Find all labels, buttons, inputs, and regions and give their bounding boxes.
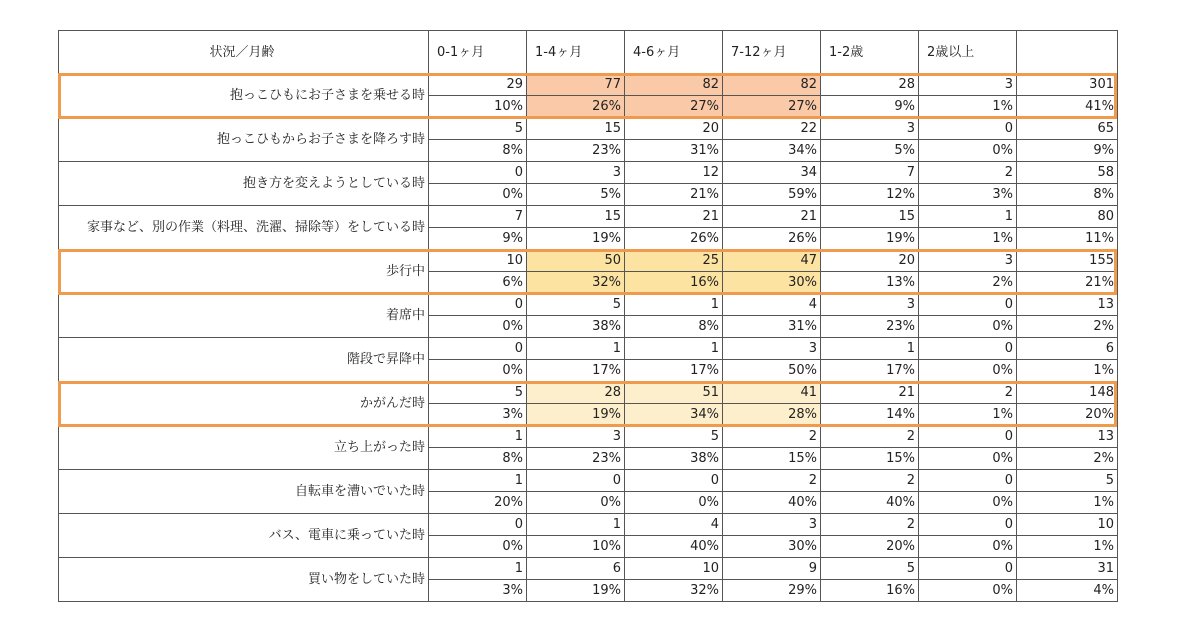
percent-cell: 50% bbox=[723, 360, 821, 382]
situation-label bbox=[59, 558, 429, 602]
percent-cell: 0% bbox=[919, 492, 1017, 514]
count-cell: 50 bbox=[527, 250, 625, 272]
situation-label-text: 歩行中 bbox=[385, 263, 425, 279]
percent-cell: 19% bbox=[527, 404, 625, 426]
count-cell: 0 bbox=[919, 558, 1017, 580]
count-cell: 29 bbox=[429, 74, 527, 96]
percent-cell: 8% bbox=[625, 316, 723, 338]
count-cell: 15 bbox=[821, 206, 919, 228]
count-cell: 2 bbox=[821, 426, 919, 448]
percent-cell: 23% bbox=[821, 316, 919, 338]
situation-label bbox=[59, 162, 429, 206]
situation-label-text: 階段で昇降中 bbox=[346, 351, 425, 367]
percent-cell: 0% bbox=[429, 536, 527, 558]
count-cell: 1 bbox=[625, 294, 723, 316]
count-cell: 41 bbox=[723, 382, 821, 404]
count-cell: 0 bbox=[919, 294, 1017, 316]
percent-cell: 28% bbox=[723, 404, 821, 426]
percent-cell: 8% bbox=[1017, 184, 1118, 206]
percent-cell: 23% bbox=[527, 448, 625, 470]
header-label: 状況／月齢 bbox=[59, 31, 429, 74]
percent-cell: 6% bbox=[429, 272, 527, 294]
percent-cell: 16% bbox=[821, 580, 919, 602]
percent-cell: 0% bbox=[919, 140, 1017, 162]
count-cell: 1 bbox=[429, 426, 527, 448]
percent-cell: 3% bbox=[429, 580, 527, 602]
count-cell: 0 bbox=[527, 470, 625, 492]
count-cell: 1 bbox=[527, 338, 625, 360]
percent-cell: 9% bbox=[429, 228, 527, 250]
situation-label-text: 抱き方を変えようとしている時 bbox=[242, 175, 425, 191]
percent-cell: 0% bbox=[625, 492, 723, 514]
count-cell: 0 bbox=[625, 470, 723, 492]
count-cell: 13 bbox=[1017, 426, 1118, 448]
count-cell: 0 bbox=[919, 514, 1017, 536]
count-cell: 82 bbox=[723, 74, 821, 96]
percent-cell: 26% bbox=[625, 228, 723, 250]
count-row bbox=[59, 382, 1118, 404]
count-cell: 7 bbox=[429, 206, 527, 228]
percent-cell: 41% bbox=[1017, 96, 1118, 118]
percent-cell: 32% bbox=[527, 272, 625, 294]
count-cell: 3 bbox=[919, 250, 1017, 272]
percent-cell: 20% bbox=[821, 536, 919, 558]
count-cell: 21 bbox=[723, 206, 821, 228]
situation-label-text: 立ち上がった時 bbox=[333, 439, 425, 455]
header-row bbox=[59, 31, 1118, 74]
situation-label-text: 自転車を漕いでいた時 bbox=[294, 483, 425, 499]
percent-cell: 21% bbox=[1017, 272, 1118, 294]
count-cell: 301 bbox=[1017, 74, 1118, 96]
count-cell: 47 bbox=[723, 250, 821, 272]
count-cell: 13 bbox=[1017, 294, 1118, 316]
percent-cell: 26% bbox=[723, 228, 821, 250]
percent-cell: 4% bbox=[1017, 580, 1118, 602]
count-cell: 0 bbox=[429, 514, 527, 536]
count-cell: 21 bbox=[821, 382, 919, 404]
count-cell: 77 bbox=[527, 74, 625, 96]
count-row bbox=[59, 338, 1118, 360]
situation-label bbox=[59, 74, 429, 118]
count-cell: 5 bbox=[429, 382, 527, 404]
percent-cell: 19% bbox=[527, 228, 625, 250]
count-cell: 3 bbox=[821, 118, 919, 140]
percent-cell: 29% bbox=[723, 580, 821, 602]
header-col: 1-4ヶ月 bbox=[527, 31, 625, 74]
count-row bbox=[59, 558, 1118, 580]
count-cell: 4 bbox=[723, 294, 821, 316]
percent-cell: 3% bbox=[429, 404, 527, 426]
count-cell: 0 bbox=[919, 426, 1017, 448]
percent-cell: 2% bbox=[1017, 448, 1118, 470]
count-cell: 0 bbox=[429, 294, 527, 316]
percent-cell: 27% bbox=[723, 96, 821, 118]
situation-label bbox=[59, 206, 429, 250]
count-cell: 31 bbox=[1017, 558, 1118, 580]
count-cell: 10 bbox=[429, 250, 527, 272]
count-cell: 2 bbox=[919, 382, 1017, 404]
count-cell: 0 bbox=[919, 118, 1017, 140]
percent-cell: 21% bbox=[625, 184, 723, 206]
count-cell: 15 bbox=[527, 118, 625, 140]
percent-cell: 40% bbox=[625, 536, 723, 558]
count-cell: 6 bbox=[527, 558, 625, 580]
percent-cell: 31% bbox=[625, 140, 723, 162]
percent-cell: 5% bbox=[527, 184, 625, 206]
count-cell: 34 bbox=[723, 162, 821, 184]
count-cell: 2 bbox=[919, 162, 1017, 184]
percent-cell: 0% bbox=[429, 184, 527, 206]
situation-label bbox=[59, 294, 429, 338]
percent-cell: 1% bbox=[919, 228, 1017, 250]
count-cell: 5 bbox=[1017, 470, 1118, 492]
percent-cell: 23% bbox=[527, 140, 625, 162]
count-cell: 6 bbox=[1017, 338, 1118, 360]
header-col: 2歳以上 bbox=[919, 31, 1017, 74]
count-cell: 21 bbox=[625, 206, 723, 228]
count-cell: 58 bbox=[1017, 162, 1118, 184]
percent-cell: 16% bbox=[625, 272, 723, 294]
percent-cell: 20% bbox=[429, 492, 527, 514]
count-cell: 9 bbox=[723, 558, 821, 580]
percent-cell: 0% bbox=[429, 360, 527, 382]
situation-label-text: 抱っこひもにお子さまを乗せる時 bbox=[229, 87, 425, 103]
percent-cell: 0% bbox=[919, 316, 1017, 338]
count-row bbox=[59, 206, 1118, 228]
percent-cell: 30% bbox=[723, 272, 821, 294]
percent-cell: 17% bbox=[821, 360, 919, 382]
percent-cell: 38% bbox=[625, 448, 723, 470]
situation-label bbox=[59, 118, 429, 162]
count-row bbox=[59, 470, 1118, 492]
count-cell: 0 bbox=[429, 162, 527, 184]
percent-cell: 34% bbox=[625, 404, 723, 426]
percent-cell: 8% bbox=[429, 448, 527, 470]
percent-cell: 19% bbox=[821, 228, 919, 250]
count-cell: 5 bbox=[429, 118, 527, 140]
situation-label bbox=[59, 514, 429, 558]
count-cell: 3 bbox=[527, 426, 625, 448]
percent-cell: 34% bbox=[723, 140, 821, 162]
count-cell: 65 bbox=[1017, 118, 1118, 140]
percent-cell: 10% bbox=[527, 536, 625, 558]
header-col: 0-1ヶ月 bbox=[429, 31, 527, 74]
count-cell: 3 bbox=[527, 162, 625, 184]
percent-cell: 17% bbox=[527, 360, 625, 382]
percent-cell: 1% bbox=[1017, 360, 1118, 382]
percent-cell: 14% bbox=[821, 404, 919, 426]
count-cell: 3 bbox=[919, 74, 1017, 96]
count-cell: 5 bbox=[527, 294, 625, 316]
percent-cell: 0% bbox=[429, 316, 527, 338]
percent-cell: 0% bbox=[919, 448, 1017, 470]
percent-cell: 0% bbox=[527, 492, 625, 514]
count-cell: 155 bbox=[1017, 250, 1118, 272]
percent-cell: 3% bbox=[919, 184, 1017, 206]
count-cell: 7 bbox=[821, 162, 919, 184]
count-cell: 20 bbox=[625, 118, 723, 140]
count-cell: 2 bbox=[723, 470, 821, 492]
count-cell: 0 bbox=[429, 338, 527, 360]
percent-cell: 1% bbox=[1017, 536, 1118, 558]
percent-cell: 9% bbox=[1017, 140, 1118, 162]
count-cell: 28 bbox=[527, 382, 625, 404]
percent-cell: 2% bbox=[1017, 316, 1118, 338]
situation-label bbox=[59, 250, 429, 294]
count-cell: 1 bbox=[429, 470, 527, 492]
percent-cell: 17% bbox=[625, 360, 723, 382]
count-cell: 1 bbox=[429, 558, 527, 580]
count-cell: 5 bbox=[625, 426, 723, 448]
count-cell: 22 bbox=[723, 118, 821, 140]
count-cell: 12 bbox=[625, 162, 723, 184]
count-cell: 1 bbox=[625, 338, 723, 360]
count-cell: 51 bbox=[625, 382, 723, 404]
situation-label bbox=[59, 338, 429, 382]
percent-cell: 40% bbox=[723, 492, 821, 514]
header-col bbox=[1017, 31, 1118, 74]
percent-cell: 27% bbox=[625, 96, 723, 118]
count-row bbox=[59, 74, 1118, 96]
situation-label bbox=[59, 470, 429, 514]
count-cell: 25 bbox=[625, 250, 723, 272]
count-cell: 0 bbox=[919, 470, 1017, 492]
count-cell: 15 bbox=[527, 206, 625, 228]
percent-cell: 20% bbox=[1017, 404, 1118, 426]
percent-cell: 1% bbox=[919, 404, 1017, 426]
count-cell: 4 bbox=[625, 514, 723, 536]
percent-cell: 1% bbox=[919, 96, 1017, 118]
situation-label-text: バス、電車に乗っていた時 bbox=[268, 527, 425, 543]
count-cell: 5 bbox=[821, 558, 919, 580]
percent-cell: 26% bbox=[527, 96, 625, 118]
percent-cell: 2% bbox=[919, 272, 1017, 294]
percent-cell: 38% bbox=[527, 316, 625, 338]
count-row bbox=[59, 426, 1118, 448]
percent-cell: 15% bbox=[723, 448, 821, 470]
count-cell: 28 bbox=[821, 74, 919, 96]
header-col: 1-2歳 bbox=[821, 31, 919, 74]
situation-label bbox=[59, 382, 429, 426]
situation-label-text: 抱っこひもからお子さまを降ろす時 bbox=[216, 131, 425, 147]
count-cell: 20 bbox=[821, 250, 919, 272]
count-row bbox=[59, 250, 1118, 272]
percent-cell: 11% bbox=[1017, 228, 1118, 250]
header-col: 4-6ヶ月 bbox=[625, 31, 723, 74]
percent-cell: 12% bbox=[821, 184, 919, 206]
count-row bbox=[59, 118, 1118, 140]
percent-cell: 0% bbox=[919, 580, 1017, 602]
percent-cell: 9% bbox=[821, 96, 919, 118]
count-cell: 10 bbox=[625, 558, 723, 580]
percent-cell: 59% bbox=[723, 184, 821, 206]
count-cell: 2 bbox=[723, 426, 821, 448]
accident-situation-table bbox=[58, 30, 1118, 602]
percent-cell: 5% bbox=[821, 140, 919, 162]
percent-cell: 0% bbox=[919, 360, 1017, 382]
count-cell: 2 bbox=[821, 514, 919, 536]
percent-cell: 19% bbox=[527, 580, 625, 602]
count-cell: 3 bbox=[821, 294, 919, 316]
count-row bbox=[59, 162, 1118, 184]
count-cell: 2 bbox=[821, 470, 919, 492]
count-cell: 3 bbox=[723, 338, 821, 360]
count-cell: 1 bbox=[821, 338, 919, 360]
percent-cell: 0% bbox=[919, 536, 1017, 558]
header-col: 7-12ヶ月 bbox=[723, 31, 821, 74]
situation-label-text: 買い物をしていた時 bbox=[307, 571, 425, 587]
percent-cell: 31% bbox=[723, 316, 821, 338]
count-cell: 1 bbox=[919, 206, 1017, 228]
count-cell: 1 bbox=[527, 514, 625, 536]
count-cell: 82 bbox=[625, 74, 723, 96]
count-cell: 80 bbox=[1017, 206, 1118, 228]
percent-cell: 13% bbox=[821, 272, 919, 294]
count-cell: 3 bbox=[723, 514, 821, 536]
percent-cell: 1% bbox=[1017, 492, 1118, 514]
situation-label bbox=[59, 426, 429, 470]
situation-label-text: かがんだ時 bbox=[359, 395, 425, 411]
count-cell: 10 bbox=[1017, 514, 1118, 536]
count-cell: 0 bbox=[919, 338, 1017, 360]
percent-cell: 15% bbox=[821, 448, 919, 470]
percent-cell: 10% bbox=[429, 96, 527, 118]
situation-label-text: 着席中 bbox=[385, 307, 425, 323]
count-row bbox=[59, 294, 1118, 316]
count-cell: 148 bbox=[1017, 382, 1118, 404]
percent-cell: 32% bbox=[625, 580, 723, 602]
percent-cell: 30% bbox=[723, 536, 821, 558]
situation-label-text: 家事など、別の作業（料理、洗濯、掃除等）をしている時 bbox=[86, 219, 425, 235]
percent-cell: 8% bbox=[429, 140, 527, 162]
count-row bbox=[59, 514, 1118, 536]
percent-cell: 40% bbox=[821, 492, 919, 514]
